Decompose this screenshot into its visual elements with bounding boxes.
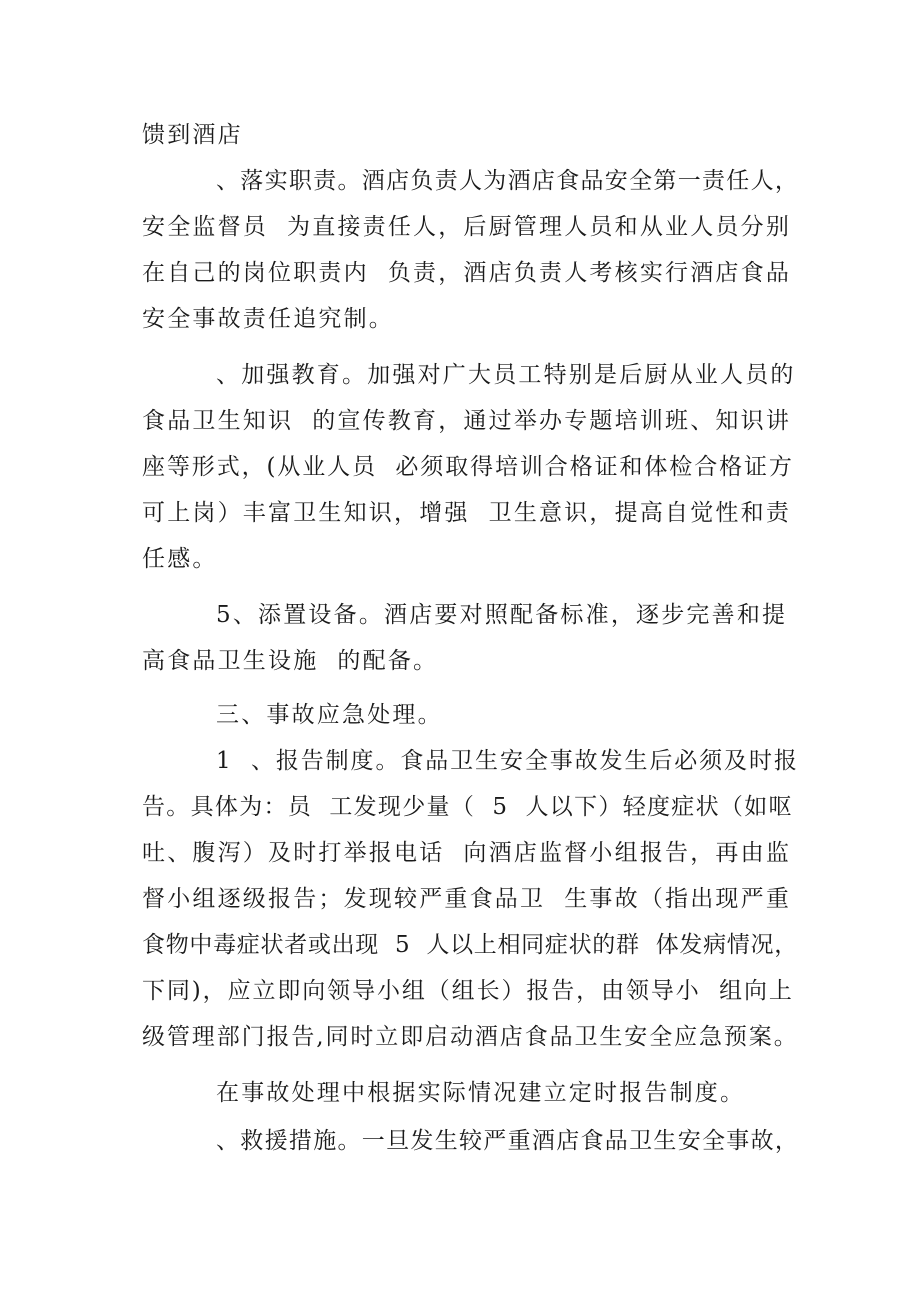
text-line: 下同)，应立即向领导小组（组长）报告，由领导小 组向上 <box>142 978 794 1004</box>
text-line: 1 、报告制度。食品卫生安全事故发生后必须及时报 <box>216 748 799 774</box>
text-line: 座等形式，(从业人员 必须取得培训合格证和体检合格证方 <box>142 454 794 480</box>
text-line: 级管理部门报告,同时立即启动酒店食品卫生安全应急预案。 <box>142 1024 799 1050</box>
text-line: 、加强教育。加强对广大员工特别是后厨从业人员的 <box>216 362 796 388</box>
text-line: 馈到酒店 <box>142 122 243 148</box>
text-line: 高食品卫生设施 的配备。 <box>142 648 439 674</box>
text-line: 可上岗）丰富卫生知识，增强 卫生意识，提高自觉性和责 <box>142 500 792 526</box>
text-line: 安全事故责任追究制。 <box>142 306 394 332</box>
text-line: 食品卫生知识 的宣传教育，通过举办专题培训班、知识讲 <box>142 408 792 434</box>
text-line: 三、事故应急处理。 <box>216 702 443 728</box>
text-line: 食物中毒症状者或出现 5 人以上相同症状的群 体发病情况， <box>142 932 798 958</box>
text-line: 吐、腹泻）及时打举报电话 向酒店监督小组报告，再由监 <box>142 840 792 866</box>
text-line: 在事故处理中根据实际情况建立定时报告制度。 <box>216 1080 746 1106</box>
text-line: 、落实职责。酒店负责人为酒店食品安全第一责任人， <box>216 168 800 194</box>
text-line: 任感。 <box>142 546 218 572</box>
text-line: 在自己的岗位职责内 负责，酒店负责人考核实行酒店食品 <box>142 260 792 286</box>
text-line: 告。具体为：员 工发现少量（ 5 人以下）轻度症状（如呕 <box>142 794 793 820</box>
text-line: 、救援措施。一旦发生较严重酒店食品卫生安全事故， <box>216 1128 800 1154</box>
text-line: 督小组逐级报告；发现较严重食品卫 生事故（指出现严重 <box>142 886 792 912</box>
text-line: 5、添置设备。酒店要对照配备标准，逐步完善和提 <box>216 602 788 628</box>
text-line: 安全监督员 为直接责任人，后厨管理人员和从业人员分别 <box>142 214 792 240</box>
